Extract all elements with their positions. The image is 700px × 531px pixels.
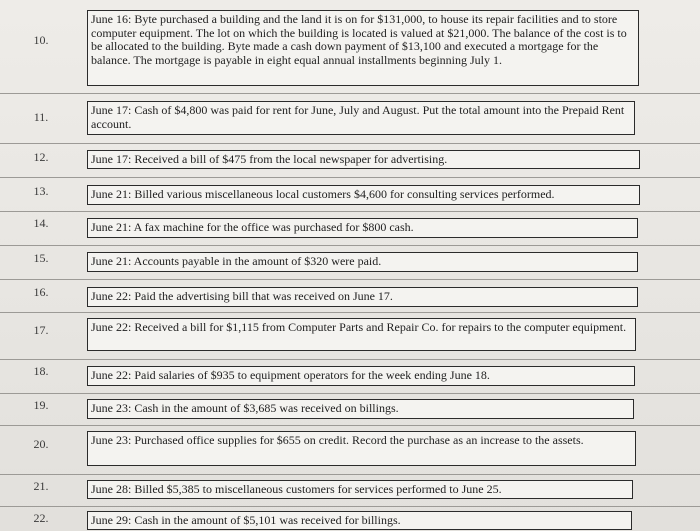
item-number: 11.	[33, 110, 49, 124]
row-divider	[0, 312, 700, 313]
row-divider	[0, 177, 700, 178]
row-divider	[0, 93, 700, 94]
item-description: June 22: Received a bill for $1,115 from Computer Parts and Repair Co. for repairs to the computer equipment.	[87, 318, 636, 351]
item-number: 18.	[33, 364, 49, 378]
row-divider	[0, 393, 700, 394]
item-description: June 17: Received a bill of $475 from the local newspaper for advertising.	[87, 150, 640, 169]
item-number: 21.	[33, 479, 49, 493]
item-description: June 23: Purchased office supplies for $655 on credit. Record the purchase as an increase to the assets.	[87, 431, 636, 466]
item-description: June 28: Billed $5,385 to miscellaneous customers for services performed to June 25.	[87, 480, 633, 499]
item-number: 16.	[33, 285, 49, 299]
row-divider	[0, 211, 700, 212]
item-number: 17.	[33, 323, 49, 337]
item-description: June 21: A fax machine for the office was purchased for $800 cash.	[87, 218, 638, 238]
row-divider	[0, 245, 700, 246]
row-divider	[0, 506, 700, 507]
item-number: 22.	[33, 511, 49, 525]
item-description: June 21: Accounts payable in the amount of $320 were paid.	[87, 252, 638, 272]
item-description: June 22: Paid salaries of $935 to equipment operators for the week ending June 18.	[87, 366, 635, 386]
row-divider	[0, 143, 700, 144]
item-number: 13.	[33, 184, 49, 198]
row-divider	[0, 425, 700, 426]
item-number: 10.	[33, 33, 49, 47]
item-number: 15.	[33, 251, 49, 265]
row-divider	[0, 474, 700, 475]
item-number: 12.	[33, 150, 49, 164]
item-description: June 23: Cash in the amount of $3,685 was received on billings.	[87, 399, 634, 419]
item-number: 14.	[33, 216, 49, 230]
item-description: June 29: Cash in the amount of $5,101 was received for billings.	[87, 511, 632, 530]
item-description: June 21: Billed various miscellaneous local customers $4,600 for consulting services performed.	[87, 185, 640, 205]
item-description: June 22: Paid the advertising bill that was received on June 17.	[87, 287, 638, 307]
item-number: 20.	[33, 437, 49, 451]
item-number: 19.	[33, 398, 49, 412]
row-divider	[0, 359, 700, 360]
item-description: June 16: Byte purchased a building and the land it is on for $131,000, to house its repair facilities and to store computer equipment. The lot on which the building is located is valued at $21,000. The balance of the cost is to be allocated to the building. Byte made a cash down payment of $13,100 and executed a mortgage for the balance. The mortgage is payable in eight equal annual installments beginning July 1.	[87, 10, 639, 86]
item-description: June 17: Cash of $4,800 was paid for rent for June, July and August. Put the total amount into the Prepaid Rent account.	[87, 101, 635, 135]
row-divider	[0, 279, 700, 280]
